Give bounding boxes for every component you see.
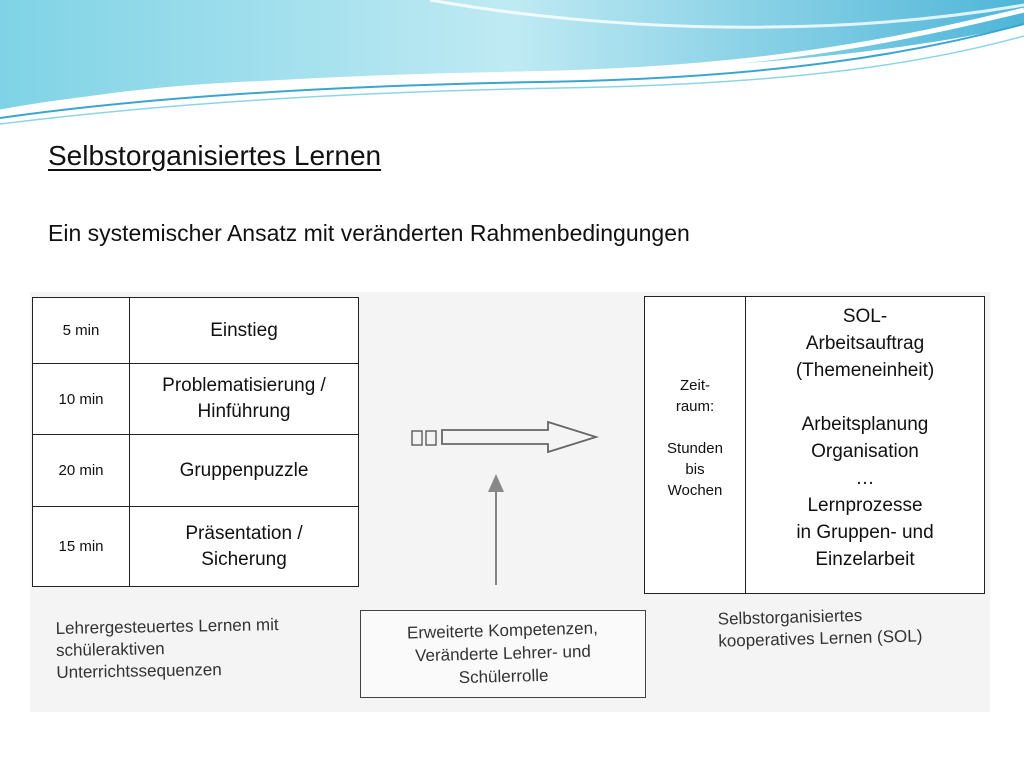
schedule-table <box>32 297 359 587</box>
phase-line: Präsentation / <box>185 522 303 544</box>
sol-line: in Gruppen- und <box>796 522 934 543</box>
time-cell: 20 min <box>33 435 130 507</box>
right-arrow <box>442 422 596 452</box>
competence-text <box>360 615 646 691</box>
phase-cell <box>130 364 359 435</box>
sol-line: Einzelarbeit <box>815 549 915 570</box>
label-line: Lehrergesteuertes Lernen mit <box>55 615 279 638</box>
sol-line: … <box>855 468 875 489</box>
table-row <box>33 298 359 364</box>
label-teacher-led <box>55 614 279 684</box>
page-title: Selbstorganisiertes Lernen <box>48 140 382 171</box>
sol-timeframe-column <box>645 297 746 593</box>
label-line: Veränderte Lehrer- und <box>414 641 592 666</box>
timeframe-line: Zeit- <box>680 377 710 394</box>
competence-box <box>360 610 646 698</box>
up-arrow-head <box>488 474 504 492</box>
phase-line: Problematisierung / <box>162 375 326 396</box>
spacer <box>645 417 745 438</box>
label-line: kooperatives Lernen (SOL) <box>718 626 923 651</box>
sol-line: Lernprozesse <box>807 495 923 516</box>
time-cell: 5 min <box>33 298 130 364</box>
table-row <box>33 435 359 507</box>
sol-line: Arbeitsauftrag <box>805 333 925 354</box>
time-cell: 10 min <box>33 364 130 435</box>
timeframe-line: bis <box>685 461 705 478</box>
label-sol <box>717 603 922 652</box>
label-line: schüleraktiven <box>55 639 165 660</box>
spacer <box>746 384 984 411</box>
timeframe-line: Wochen <box>667 482 723 499</box>
label-line: Schülerrolle <box>458 665 549 688</box>
timeframe-line: raum: <box>675 398 715 415</box>
phase-cell: Einstieg <box>130 298 359 364</box>
sol-line: Organisation <box>811 441 919 462</box>
phase-line: Hinführung <box>197 401 291 422</box>
sol-line: Arbeitsplanung <box>801 414 929 435</box>
phase-cell <box>130 507 359 587</box>
timeframe-text <box>645 375 745 501</box>
label-line: Selbstorganisiertes <box>717 605 863 629</box>
phase-cell: Gruppenpuzzle <box>130 435 359 507</box>
table-row <box>33 364 359 435</box>
label-line: Erweiterte Kompetenzen, <box>406 618 599 643</box>
phase-line: Sicherung <box>201 548 287 570</box>
sol-line: SOL- <box>842 306 888 327</box>
sol-line: (Themeneinheit) <box>795 360 935 381</box>
scan-square-2 <box>426 431 436 445</box>
time-cell: 15 min <box>33 507 130 587</box>
page-subtitle: Ein systemischer Ansatz mit veränderten Rahmenbedingungen <box>48 220 690 246</box>
label-line: Unterrichtssequenzen <box>56 660 222 682</box>
sol-content-column <box>746 303 984 573</box>
scan-square-1 <box>412 431 422 445</box>
sol-box <box>644 296 985 594</box>
table-row <box>33 507 359 587</box>
timeframe-line: Stunden <box>667 440 723 457</box>
